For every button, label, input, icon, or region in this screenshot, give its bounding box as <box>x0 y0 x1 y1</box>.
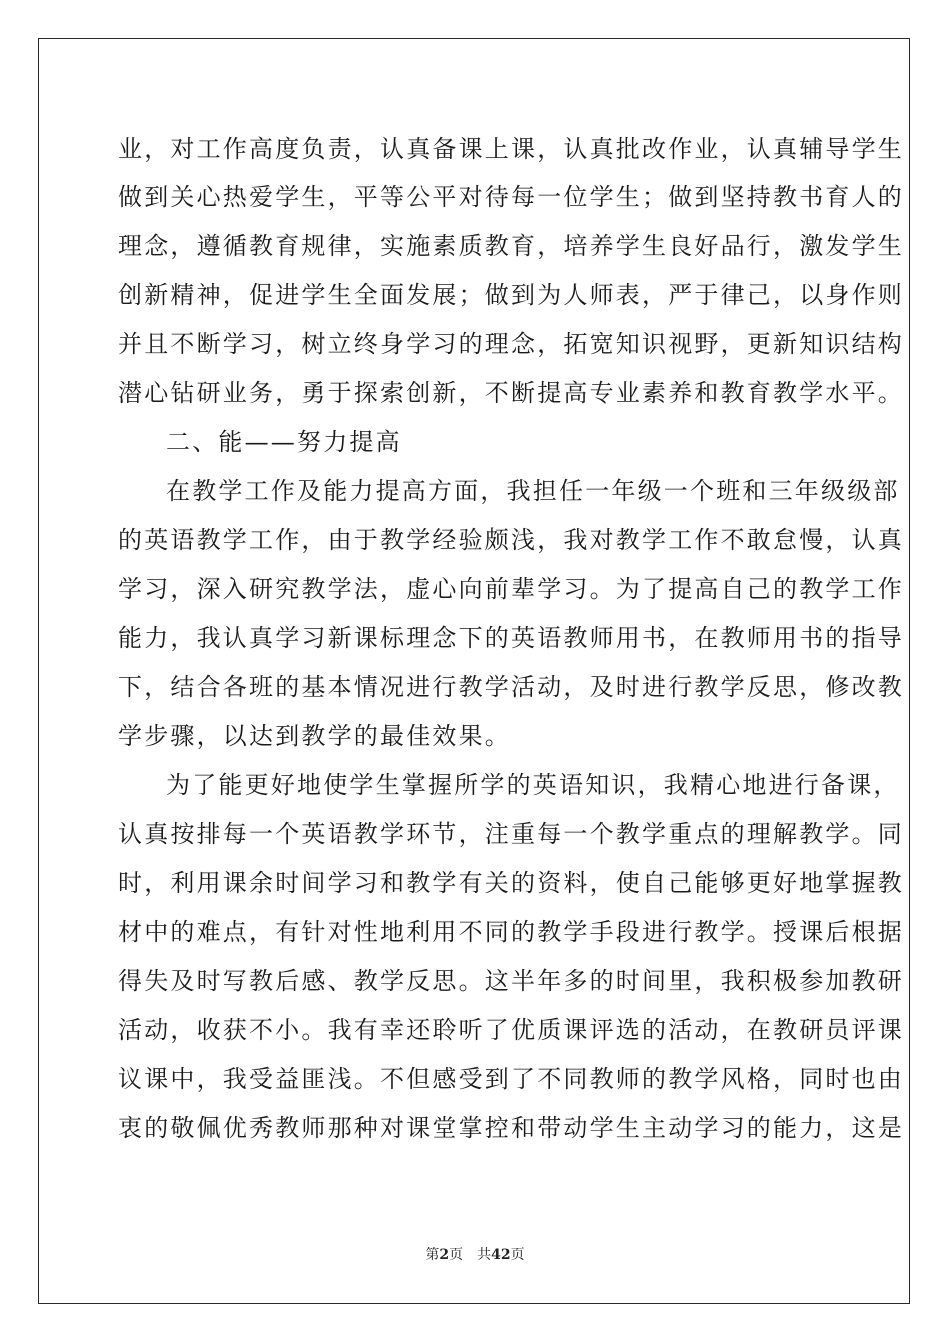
text-line: 时，利用课余时间学习和教学有关的资料，使自己能够更好地掌握教 <box>118 869 904 897</box>
text-line: 在教学工作及能力提高方面，我担任一年级一个班和三年级级部 <box>166 477 900 505</box>
text-line: 学步骤，以达到教学的最佳效果。 <box>118 722 511 750</box>
section-heading: 二、能——努力提高 <box>166 428 402 456</box>
text-line: 活动，收获不小。我有幸还聆听了优质课评选的活动，在教研员评课 <box>118 1016 904 1044</box>
page-prefix: 第 <box>425 1247 440 1263</box>
text-line: 材中的难点，有针对性地利用不同的教学手段进行教学。授课后根据 <box>118 918 904 946</box>
text-line: 下，结合各班的基本情况进行教学活动，及时进行教学反思，修改教 <box>118 673 904 701</box>
page-footer <box>0 1246 950 1264</box>
text-line: 并且不断学习，树立终身学习的理念，拓宽知识视野，更新知识结构 <box>118 330 904 358</box>
page-suffix: 页 <box>449 1247 464 1263</box>
text-line: 创新精神，促进学生全面发展；做到为人师表，严于律己，以身作则 <box>118 281 904 309</box>
total-suffix: 页 <box>510 1247 525 1263</box>
text-line: 为了能更好地使学生掌握所学的英语知识，我精心地进行备课， <box>166 771 900 799</box>
text-line: 理念，遵循教育规律，实施素质教育，培养学生良好品行，激发学生 <box>118 232 904 260</box>
total-pages: 42 <box>491 1247 511 1263</box>
text-line: 得失及时写教后感、教学反思。这半年多的时间里，我积极参加教研 <box>118 967 904 995</box>
text-line: 学习，深入研究教学法，虚心向前辈学习。为了提高自己的教学工作 <box>118 575 904 603</box>
text-line: 议课中，我受益匪浅。不但感受到了不同教师的教学风格，同时也由 <box>118 1065 904 1093</box>
text-line: 业，对工作高度负责，认真备课上课，认真批改作业，认真辅导学生 <box>118 135 904 163</box>
text-line: 的英语教学工作，由于教学经验颇浅，我对教学工作不敢怠慢，认真 <box>118 526 904 554</box>
page-number: 2 <box>439 1247 450 1263</box>
text-line: 做到关心热爱学生，平等公平对待每一位学生；做到坚持教书育人的 <box>118 183 904 211</box>
text-line: 能力，我认真学习新课标理念下的英语教师用书，在教师用书的指导 <box>118 624 904 652</box>
text-line: 潜心钻研业务，勇于探索创新，不断提高专业素养和教育教学水平。 <box>118 379 904 407</box>
total-prefix: 共 <box>477 1247 492 1263</box>
text-line: 衷的敬佩优秀教师那种对课堂掌控和带动学生主动学习的能力，这是 <box>118 1114 904 1142</box>
text-line: 认真按排每一个英语教学环节，注重每一个教学重点的理解教学。同 <box>118 820 904 848</box>
